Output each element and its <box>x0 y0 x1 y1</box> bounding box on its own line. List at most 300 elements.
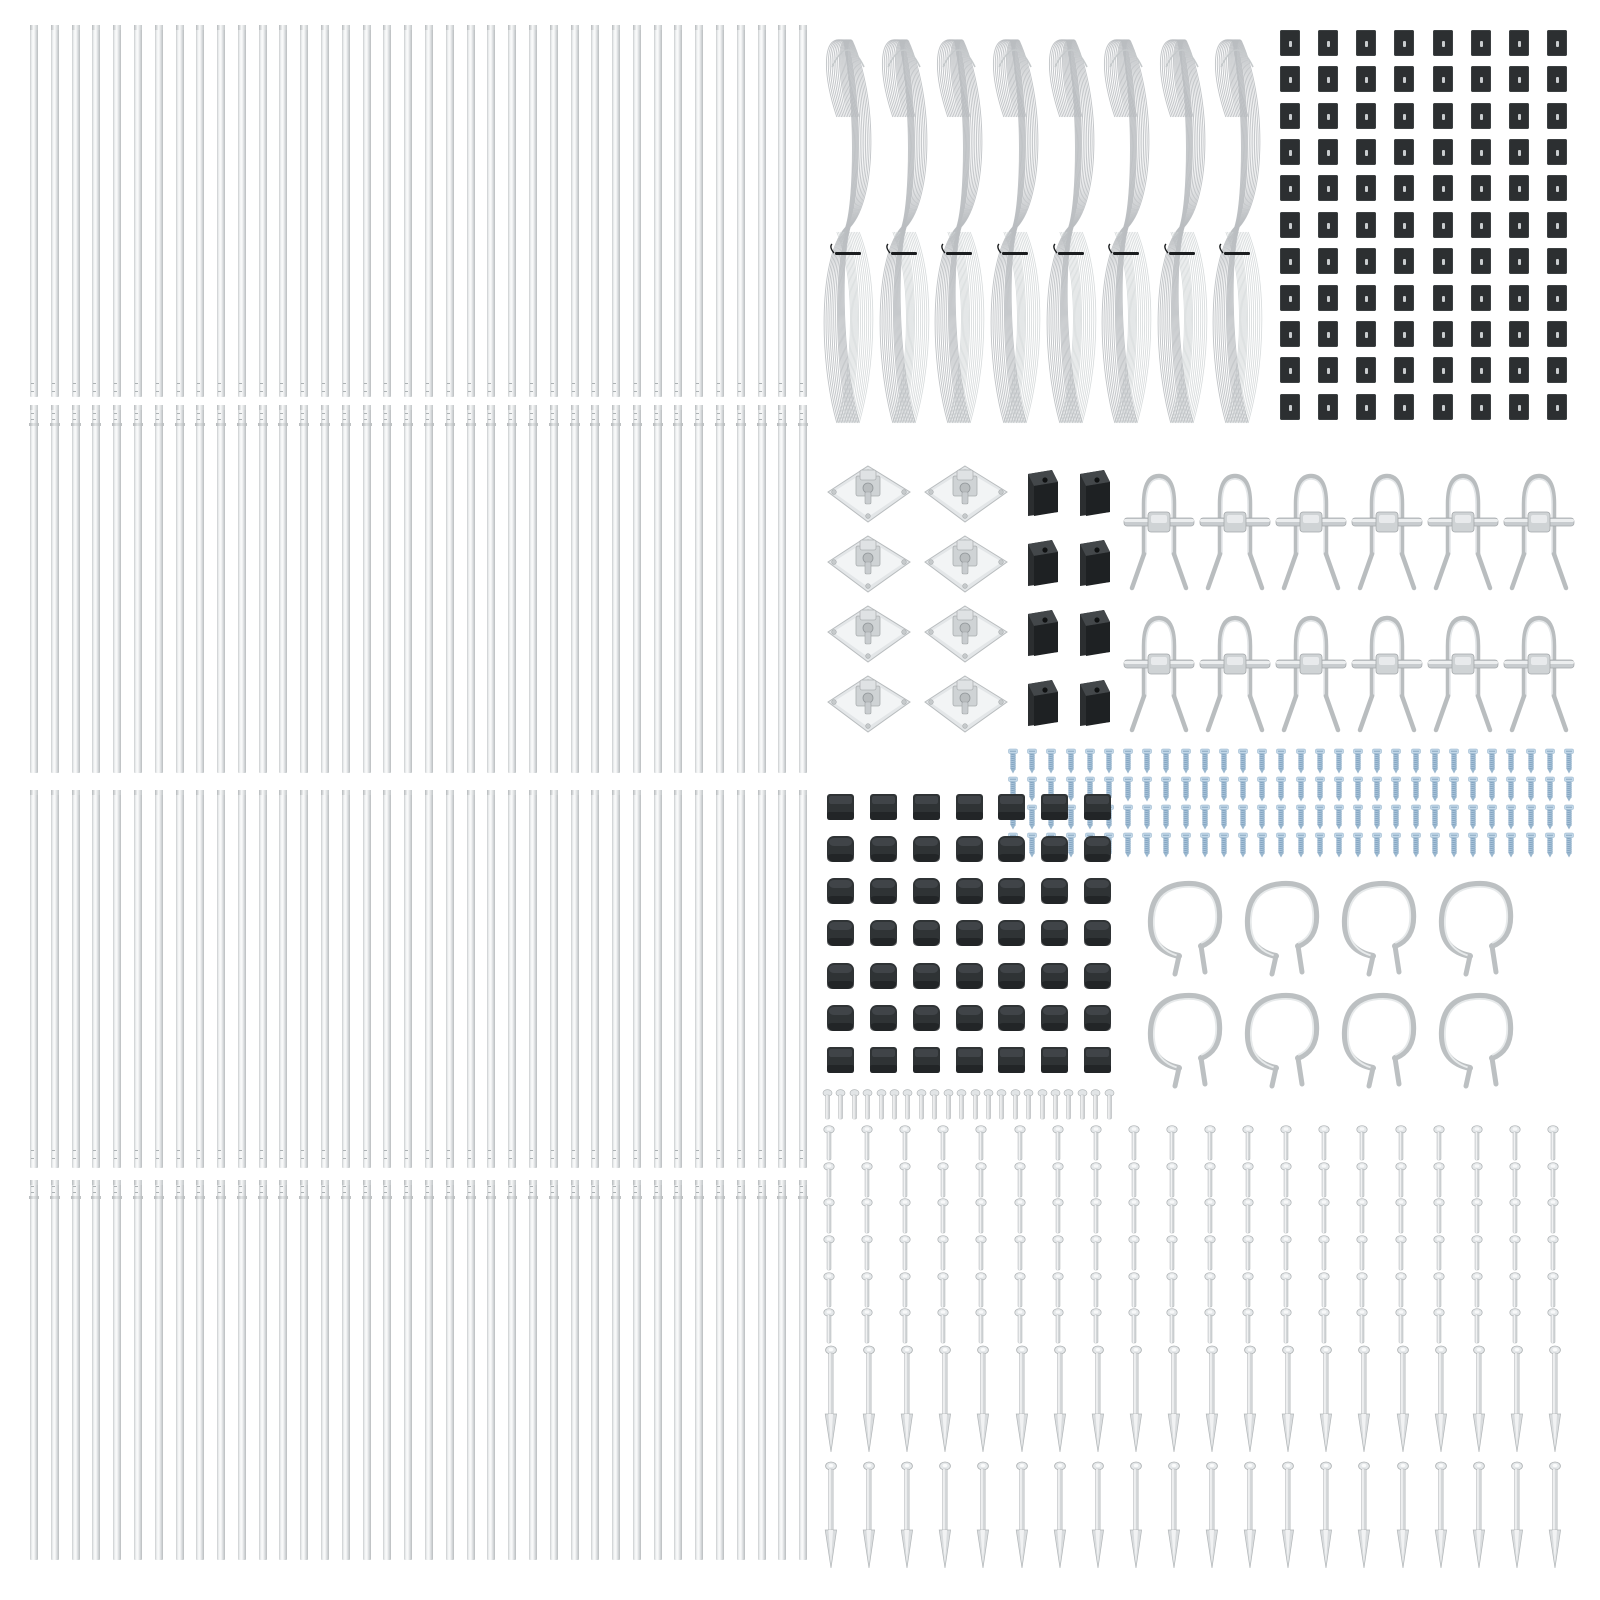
pole-mark <box>384 419 387 420</box>
pole-joint <box>424 423 434 426</box>
pole-mark <box>280 1158 283 1159</box>
pole-mark <box>634 391 637 392</box>
pole-mark <box>800 419 803 420</box>
post-cap <box>1070 606 1118 668</box>
pole-joint <box>195 423 205 426</box>
metal-pole-pointed <box>279 1180 287 1560</box>
pole-mark <box>114 391 117 392</box>
bolt-long <box>1203 1271 1217 1309</box>
bolt-long <box>1089 1197 1103 1235</box>
bolt-long <box>1432 1124 1446 1162</box>
wire-clip <box>1471 212 1491 238</box>
gate-latch <box>1350 600 1424 738</box>
metal-pole-tapered <box>446 405 454 773</box>
screw <box>1372 748 1382 774</box>
ground-spike <box>1355 1460 1377 1572</box>
metal-pole-pointed <box>155 1180 163 1560</box>
pole-mark <box>572 1192 575 1193</box>
bolt-long <box>1241 1161 1255 1199</box>
metal-pole-pointed <box>716 1180 724 1560</box>
metal-pole <box>695 25 703 397</box>
screw <box>1468 748 1478 774</box>
pole-joint <box>590 423 600 426</box>
bolt-short <box>983 1088 994 1122</box>
pole-mark <box>696 413 699 414</box>
post-cap <box>1070 676 1118 738</box>
metal-pole-tapered <box>134 405 142 773</box>
pole-mark <box>384 1150 387 1151</box>
bolt-long <box>1089 1271 1103 1309</box>
pole-joint <box>486 1196 496 1199</box>
pole-mark <box>197 383 200 384</box>
pole-mark <box>280 1186 283 1187</box>
metal-pole <box>72 25 80 397</box>
pole-mark <box>738 1150 741 1151</box>
pole-mark <box>405 1192 408 1193</box>
bolt-long <box>1241 1307 1255 1345</box>
bolt-long <box>822 1307 836 1345</box>
metal-pole-pointed <box>425 1180 433 1560</box>
gate-latch <box>1502 600 1576 738</box>
screw <box>1181 748 1191 774</box>
pole-mark <box>364 1186 367 1187</box>
metal-pole-pointed <box>176 1180 184 1560</box>
wire-clip <box>1471 248 1491 274</box>
ground-spike <box>1165 1344 1187 1456</box>
pole-mark <box>426 419 429 420</box>
bolt-long <box>1355 1124 1369 1162</box>
pole-mark <box>114 419 117 420</box>
pole-mark <box>592 1158 595 1159</box>
pole-mark <box>218 413 221 414</box>
p-clip <box>1145 982 1237 1090</box>
gate-latch <box>1274 458 1348 596</box>
bolt-long <box>1051 1307 1065 1345</box>
wire-clip <box>1280 357 1300 383</box>
screw <box>1219 804 1229 830</box>
pole-mark <box>738 383 741 384</box>
pole-joint <box>486 423 496 426</box>
wire-clip <box>1509 103 1529 129</box>
wire-clip <box>1471 66 1491 92</box>
group-ground-spikes <box>820 1344 1582 1579</box>
bolt-long <box>1470 1161 1484 1199</box>
wire-clip <box>1394 248 1414 274</box>
screw <box>1085 748 1095 774</box>
metal-pole-tapered <box>674 405 682 773</box>
screw <box>1506 748 1516 774</box>
metal-pole <box>383 25 391 397</box>
rubber-spacer <box>1081 790 1115 826</box>
screw <box>1372 804 1382 830</box>
bolt-short <box>970 1088 981 1122</box>
bolt-long <box>1317 1271 1331 1309</box>
pole-mark <box>800 413 803 414</box>
pole-mark <box>634 383 637 384</box>
metal-pole-long <box>92 790 100 1168</box>
pole-mark <box>197 1186 200 1187</box>
screw <box>1430 804 1440 830</box>
metal-pole <box>176 25 184 397</box>
wire-clip <box>1280 175 1300 201</box>
metal-pole-long <box>51 790 59 1168</box>
pole-joint <box>216 423 226 426</box>
screw <box>1545 804 1555 830</box>
ground-spike <box>1470 1460 1492 1572</box>
rubber-spacer <box>1081 1001 1115 1037</box>
pole-joint <box>258 1196 268 1199</box>
metal-pole <box>467 25 475 397</box>
wire-clip <box>1318 103 1338 129</box>
rubber-spacer <box>1081 916 1115 952</box>
rubber-spacer <box>867 1043 901 1079</box>
metal-pole <box>217 25 225 397</box>
bolt-long <box>1432 1271 1446 1309</box>
bolt-short <box>1090 1088 1101 1122</box>
metal-pole-long <box>363 790 371 1168</box>
base-plate <box>919 672 1011 738</box>
bolt-long <box>1355 1161 1369 1199</box>
pole-mark <box>509 391 512 392</box>
metal-pole <box>196 25 204 397</box>
bolt-long <box>974 1161 988 1199</box>
metal-pole-long <box>716 790 724 1168</box>
metal-pole-pointed <box>404 1180 412 1560</box>
wire-clip <box>1280 321 1300 347</box>
metal-pole-pointed <box>92 1180 100 1560</box>
screw <box>1353 804 1363 830</box>
wire-clip <box>1394 103 1414 129</box>
post-cap <box>1018 536 1066 598</box>
pole-mark <box>488 1186 491 1187</box>
bolt-long <box>1279 1124 1293 1162</box>
bolt-long <box>898 1197 912 1235</box>
pole-joint <box>29 423 39 426</box>
bolt-long <box>1508 1161 1522 1199</box>
bolt-long <box>1051 1234 1065 1272</box>
pole-mark <box>156 1158 159 1159</box>
rubber-spacer <box>1038 874 1072 910</box>
metal-pole <box>134 25 142 397</box>
bolt-long <box>1394 1271 1408 1309</box>
wire-clip <box>1356 66 1376 92</box>
pole-mark <box>364 1158 367 1159</box>
metal-pole <box>799 25 807 397</box>
bolt-long <box>1470 1197 1484 1235</box>
bolt-long <box>1051 1161 1065 1199</box>
pole-mark <box>135 1186 138 1187</box>
wire-clip <box>1471 175 1491 201</box>
wire-clip <box>1509 285 1529 311</box>
pole-joint <box>528 1196 538 1199</box>
metal-pole <box>571 25 579 397</box>
metal-pole-pointed <box>550 1180 558 1560</box>
pole-mark <box>93 413 96 414</box>
ground-spike <box>1432 1460 1454 1572</box>
ground-spike <box>1317 1460 1339 1572</box>
bolt-long <box>1089 1307 1103 1345</box>
bolt-long <box>1470 1307 1484 1345</box>
ground-spike <box>822 1344 844 1456</box>
pole-mark <box>218 1192 221 1193</box>
wire-clip <box>1433 357 1453 383</box>
wire-coil <box>822 27 874 427</box>
pole-mark <box>572 1186 575 1187</box>
pole-mark <box>156 1186 159 1187</box>
pole-mark <box>73 1186 76 1187</box>
pole-mark <box>468 383 471 384</box>
bolt-short <box>929 1088 940 1122</box>
rubber-spacer <box>953 832 987 868</box>
wire-clip <box>1356 321 1376 347</box>
pole-mark <box>31 413 34 414</box>
ground-spike <box>822 1460 844 1572</box>
pole-mark <box>135 383 138 384</box>
bolt-long <box>1470 1234 1484 1272</box>
bolt-long <box>1355 1271 1369 1309</box>
pole-mark <box>509 1158 512 1159</box>
pole-joint <box>91 1196 101 1199</box>
screw <box>1545 748 1555 774</box>
pole-mark <box>717 1150 720 1151</box>
pole-mark <box>260 413 263 414</box>
pole-mark <box>613 1150 616 1151</box>
pole-joint <box>112 423 122 426</box>
ground-spike <box>1279 1344 1301 1456</box>
pole-mark <box>177 413 180 414</box>
gate-latch <box>1426 458 1500 596</box>
group-rubber-spacers <box>822 788 1122 1083</box>
bolt-long <box>1355 1197 1369 1235</box>
pole-joint <box>590 1196 600 1199</box>
pole-mark <box>426 391 429 392</box>
pole-joint <box>237 423 247 426</box>
p-clip <box>1242 870 1334 978</box>
metal-pole-long <box>134 790 142 1168</box>
bolt-long <box>822 1124 836 1162</box>
pole-mark <box>93 1150 96 1151</box>
pole-joint <box>71 1196 81 1199</box>
ground-spike <box>974 1460 996 1572</box>
metal-pole-pointed <box>674 1180 682 1560</box>
screw <box>1181 804 1191 830</box>
bolt-short <box>996 1088 1007 1122</box>
screw <box>1334 776 1344 802</box>
wire-clip <box>1509 321 1529 347</box>
metal-pole-pointed <box>737 1180 745 1560</box>
metal-pole-long <box>217 790 225 1168</box>
screw <box>1008 748 1018 774</box>
rubber-spacer <box>824 790 858 826</box>
metal-pole-tapered <box>404 405 412 773</box>
bolt-long <box>1317 1161 1331 1199</box>
pole-mark <box>717 1158 720 1159</box>
rubber-spacer <box>953 1043 987 1079</box>
pole-mark <box>364 419 367 420</box>
pole-mark <box>156 383 159 384</box>
bolt-long <box>1432 1197 1446 1235</box>
pole-mark <box>239 391 242 392</box>
pole-joint <box>71 423 81 426</box>
pole-mark <box>530 1150 533 1151</box>
pole-joint <box>611 423 621 426</box>
pole-joint <box>133 1196 143 1199</box>
pole-mark <box>405 419 408 420</box>
metal-pole-long <box>487 790 495 1168</box>
pole-mark <box>156 413 159 414</box>
pole-mark <box>738 1186 741 1187</box>
pole-mark <box>447 1192 450 1193</box>
ground-spike <box>1013 1460 1035 1572</box>
pole-mark <box>260 1150 263 1151</box>
rubber-spacer <box>910 959 944 995</box>
pole-mark <box>384 383 387 384</box>
post-cap <box>1018 676 1066 738</box>
pole-mark <box>135 1192 138 1193</box>
bolt-long <box>1394 1307 1408 1345</box>
metal-pole-tapered <box>654 405 662 773</box>
ground-spike <box>936 1460 958 1572</box>
screw <box>1257 804 1267 830</box>
pole-mark <box>177 419 180 420</box>
pole-joint <box>50 1196 60 1199</box>
ground-spike <box>1241 1460 1263 1572</box>
bolt-long <box>898 1124 912 1162</box>
screw <box>1257 832 1267 858</box>
base-plate <box>919 532 1011 598</box>
pole-mark <box>530 419 533 420</box>
pole-mark <box>717 419 720 420</box>
bolt-short <box>889 1088 900 1122</box>
metal-pole-tapered <box>508 405 516 773</box>
screw <box>1161 748 1171 774</box>
wire-clip <box>1356 139 1376 165</box>
pole-mark <box>364 1150 367 1151</box>
pole-joint <box>757 423 767 426</box>
metal-pole-pointed <box>612 1180 620 1560</box>
metal-pole-tapered <box>300 405 308 773</box>
metal-pole-long <box>30 790 38 1168</box>
p-clip <box>1339 982 1431 1090</box>
post-cap <box>1018 466 1066 528</box>
pole-mark <box>280 383 283 384</box>
wire-coil <box>1156 27 1208 427</box>
bolt-short <box>1037 1088 1048 1122</box>
pole-mark <box>759 1192 762 1193</box>
screw <box>1468 804 1478 830</box>
pole-mark <box>177 391 180 392</box>
metal-pole <box>654 25 662 397</box>
metal-pole <box>674 25 682 397</box>
pole-mark <box>759 391 762 392</box>
pole-joint <box>320 423 330 426</box>
ground-spike <box>1241 1344 1263 1456</box>
rubber-spacer <box>953 874 987 910</box>
wire-clip <box>1356 285 1376 311</box>
pole-mark <box>572 419 575 420</box>
bolt-short <box>956 1088 967 1122</box>
screw <box>1391 832 1401 858</box>
pole-mark <box>447 1158 450 1159</box>
metal-pole-pointed <box>72 1180 80 1560</box>
screw <box>1181 776 1191 802</box>
metal-pole-tapered <box>591 405 599 773</box>
pole-mark <box>572 1158 575 1159</box>
pole-joint <box>175 423 185 426</box>
bolt-long <box>1203 1124 1217 1162</box>
pole-mark <box>634 1158 637 1159</box>
pole-mark <box>655 419 658 420</box>
metal-pole <box>508 25 516 397</box>
pole-mark <box>509 1150 512 1151</box>
wire-clip <box>1394 139 1414 165</box>
metal-pole-pointed <box>487 1180 495 1560</box>
metal-pole-tapered <box>92 405 100 773</box>
metal-pole-pointed <box>134 1180 142 1560</box>
group-tapered-poles-upper <box>30 405 820 780</box>
ground-spike <box>1089 1344 1111 1456</box>
bolt-short <box>1104 1088 1115 1122</box>
rubber-spacer <box>1081 1043 1115 1079</box>
p-clip <box>1436 982 1528 1090</box>
gate-latch <box>1350 458 1424 596</box>
wire-clip <box>1433 394 1453 420</box>
metal-pole-long <box>467 790 475 1168</box>
pole-mark <box>447 391 450 392</box>
pole-mark <box>717 1186 720 1187</box>
wire-clip <box>1433 103 1453 129</box>
metal-pole-long <box>778 790 786 1168</box>
gate-latch <box>1198 458 1272 596</box>
pole-mark <box>343 1150 346 1151</box>
ground-spike <box>1317 1344 1339 1456</box>
base-plate <box>822 672 914 738</box>
pole-mark <box>488 1150 491 1151</box>
bolt-long <box>936 1197 950 1235</box>
metal-pole-long <box>176 790 184 1168</box>
wire-clip <box>1509 66 1529 92</box>
rubber-spacer <box>995 916 1029 952</box>
pole-mark <box>779 1186 782 1187</box>
bolt-long <box>1013 1234 1027 1272</box>
pole-mark <box>73 1158 76 1159</box>
bolt-long <box>1051 1271 1065 1309</box>
pole-joint <box>798 1196 808 1199</box>
pole-mark <box>343 1158 346 1159</box>
wire-clip <box>1433 285 1453 311</box>
pole-mark <box>260 391 263 392</box>
pole-joint <box>715 1196 725 1199</box>
pole-joint <box>466 423 476 426</box>
pole-mark <box>218 1150 221 1151</box>
bolt-long <box>1432 1161 1446 1199</box>
bolt-short <box>1023 1088 1034 1122</box>
bolt-long <box>936 1307 950 1345</box>
pole-mark <box>177 1158 180 1159</box>
pole-mark <box>779 1192 782 1193</box>
screw <box>1430 832 1440 858</box>
bolt-long <box>822 1197 836 1235</box>
metal-pole-long <box>591 790 599 1168</box>
screw <box>1526 748 1536 774</box>
p-clip <box>1339 870 1431 978</box>
screw <box>1564 804 1574 830</box>
metal-pole-long <box>72 790 80 1168</box>
pole-mark <box>572 391 575 392</box>
pole-mark <box>114 1150 117 1151</box>
metal-pole-long <box>196 790 204 1168</box>
wire-clip <box>1547 285 1567 311</box>
